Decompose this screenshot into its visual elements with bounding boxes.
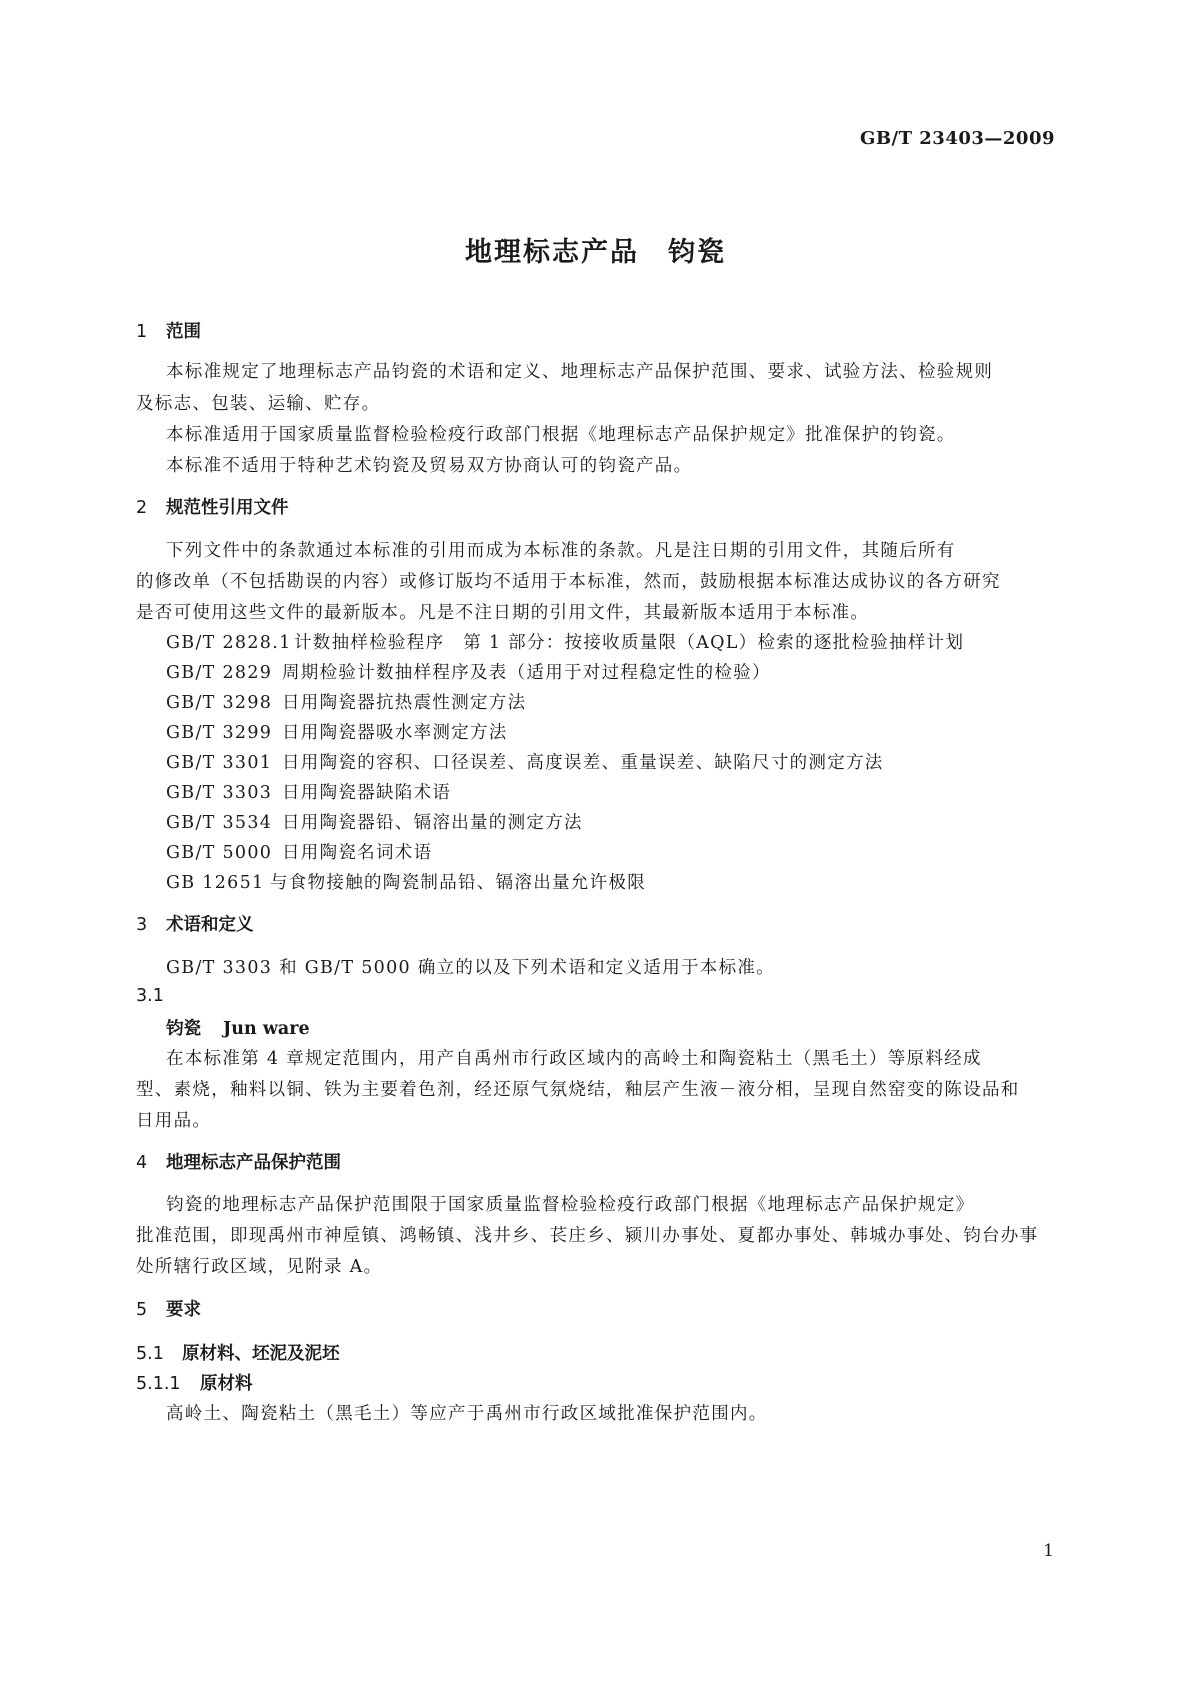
reference-code: GB/T 2828.1 <box>166 633 292 653</box>
section-2-para-line-1: 下列文件中的条款通过本标准的引用而成为本标准的条款。凡是注日期的引用文件，其随后所有 <box>166 541 956 561</box>
term-entry <box>166 1015 310 1040</box>
clause-3-1-number: 3.1 <box>136 986 164 1006</box>
reference-code: GB/T 2829 <box>166 663 273 683</box>
section-1-para-2: 本标准适用于国家质量监督检验检疫行政部门根据《地理标志产品保护规定》批准保护的钧瓷。 <box>166 425 956 445</box>
reference-title: 计数抽样检验程序 第 1 部分：按接收质量限（AQL）检索的逐批检验抽样计划 <box>294 633 965 653</box>
reference-item <box>166 659 771 684</box>
term-definition-line-3: 日用品。 <box>136 1111 212 1131</box>
section-1-heading: 1 范围 <box>136 322 201 342</box>
reference-title: 日用陶瓷器铅、镉溶出量的测定方法 <box>282 813 583 833</box>
page-number: 1 <box>1043 1541 1054 1561</box>
clause-5-1-1-para: 高岭土、陶瓷粘土（黑毛土）等应产于禹州市行政区域批准保护范围内。 <box>166 1404 768 1424</box>
section-4-heading: 4 地理标志产品保护范围 <box>136 1153 341 1173</box>
section-4-para-line-2: 批准范围，即现禹州市神垕镇、鸿畅镇、浅井乡、苌庄乡、颍川办事处、夏都办事处、韩城办事处、钧台办事 <box>136 1226 1039 1246</box>
reference-code: GB/T 5000 <box>166 843 273 863</box>
section-4-para-line-3: 处所辖行政区域，见附录 A。 <box>136 1257 383 1277</box>
reference-title: 周期检验计数抽样程序及表（适用于对过程稳定性的检验） <box>282 663 771 683</box>
reference-item <box>166 719 508 744</box>
section-2-para-line-2: 的修改单（不包括勘误的内容）或修订版均不适用于本标准，然而，鼓励根据本标准达成协议的各方研究 <box>136 572 1001 592</box>
reference-item <box>166 779 451 804</box>
reference-title: 日用陶瓷器缺陷术语 <box>282 783 452 803</box>
section-2-para-line-3: 是否可使用这些文件的最新版本。凡是不注日期的引用文件，其最新版本适用于本标准。 <box>136 603 870 623</box>
reference-title: 日用陶瓷的容积、口径误差、高度误差、重量误差、缺陷尺寸的测定方法 <box>282 753 884 773</box>
standard-number: GB/T 23403—2009 <box>859 128 1055 149</box>
section-5-heading: 5 要求 <box>136 1300 201 1320</box>
reference-title: 日用陶瓷器抗热震性测定方法 <box>282 693 527 713</box>
clause-5-1-heading: 5.1 原材料、坯泥及泥坯 <box>136 1344 340 1364</box>
reference-item <box>166 629 964 654</box>
term-definition-line-1: 在本标准第 4 章规定范围内，用产自禹州市行政区域内的高岭土和陶瓷粘土（黑毛土）等原料经成 <box>166 1049 982 1069</box>
reference-item <box>166 689 526 714</box>
reference-code: GB/T 3299 <box>166 723 273 743</box>
term-definition-line-2: 型、素烧，釉料以铜、铁为主要着色剂，经还原气氛烧结，釉层产生液－液分相，呈现自然窑变的陈设品和 <box>136 1080 1020 1100</box>
reference-title: 日用陶瓷名词术语 <box>282 843 433 863</box>
clause-5-1-1-heading: 5.1.1 原材料 <box>136 1374 253 1394</box>
section-3-heading: 3 术语和定义 <box>136 915 254 935</box>
reference-item <box>166 749 884 774</box>
document-title: 地理标志产品 钧瓷 <box>465 237 726 268</box>
reference-item <box>166 869 646 894</box>
reference-code: GB/T 3303 <box>166 783 273 803</box>
reference-code: GB/T 3301 <box>166 753 273 773</box>
term-chinese: 钧瓷 <box>166 1019 201 1039</box>
reference-code: GB/T 3298 <box>166 693 273 713</box>
reference-item <box>166 839 432 864</box>
reference-item <box>166 809 583 834</box>
reference-code: GB/T 3534 <box>166 813 273 833</box>
section-2-heading: 2 规范性引用文件 <box>136 498 289 518</box>
reference-title: 日用陶瓷器吸水率测定方法 <box>282 723 508 743</box>
reference-title: 与食物接触的陶瓷制品铅、镉溶出量允许极限 <box>270 873 646 893</box>
section-3-para: GB/T 3303 和 GB/T 5000 确立的以及下列术语和定义适用于本标准。 <box>166 958 775 978</box>
section-1-para-3: 本标准不适用于特种艺术钧瓷及贸易双方协商认可的钧瓷产品。 <box>166 456 693 476</box>
section-1-para-1-line-2: 及标志、包装、运输、贮存。 <box>136 394 381 414</box>
term-english: Jun ware <box>223 1019 310 1039</box>
reference-code: GB 12651 <box>166 873 265 893</box>
section-1-para-1-line-1: 本标准规定了地理标志产品钧瓷的术语和定义、地理标志产品保护范围、要求、试验方法、检验规则 <box>166 362 994 382</box>
section-4-para-line-1: 钧瓷的地理标志产品保护范围限于国家质量监督检验检疫行政部门根据《地理标志产品保护规定》 <box>166 1195 975 1215</box>
